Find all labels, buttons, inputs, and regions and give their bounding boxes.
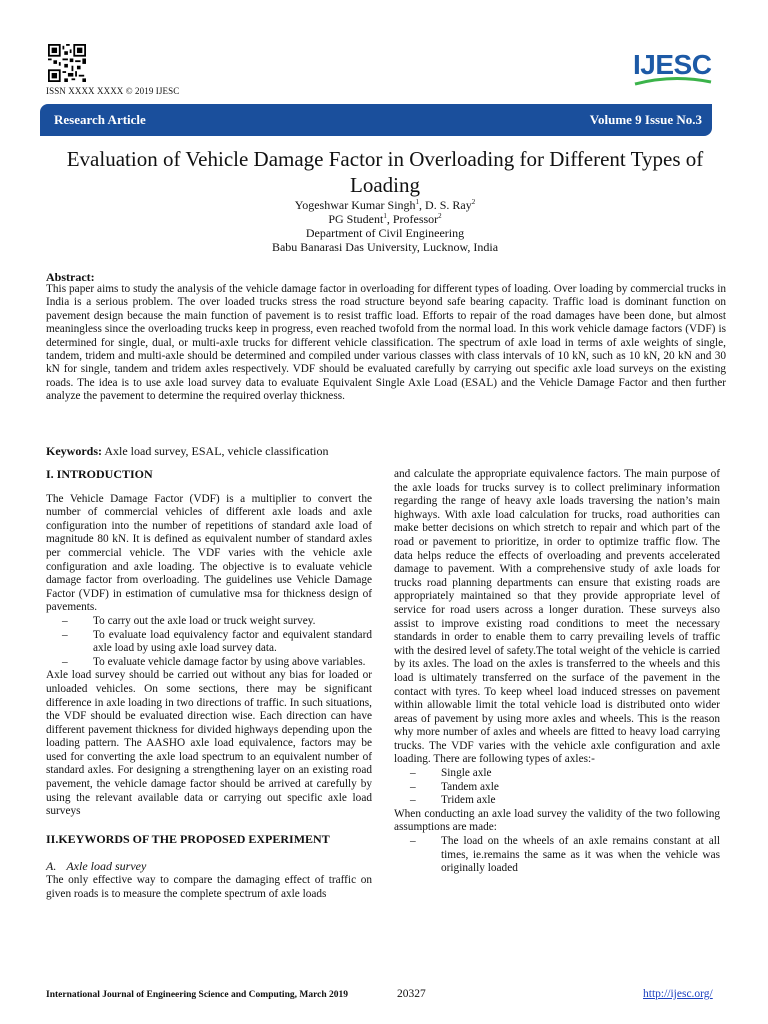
section-heading-introduction: I. INTRODUCTION	[46, 467, 153, 481]
list-item: – To evaluate load equivalency factor and equivalent standard axle load by using axle load survey data.	[46, 629, 372, 656]
list-item: – To evaluate vehicle damage factor by using above variables.	[46, 656, 372, 670]
list-item: – Tridem axle	[394, 794, 720, 808]
footer-journal: International Journal of Engineering Science and Computing, March 2019	[46, 990, 348, 1000]
page-number: 20327	[397, 988, 426, 1000]
intro-paragraph: The Vehicle Damage Factor (VDF) is a multiplier to convert the number of commercial vehicles of different axle loads and axle configuration into the number of repetitions of standard axle load of magnitude 80 kN. It is defined as equivalent number of standard axles per commercial vehicle. The VDF varies with the vehicle axle configuration and axle loading. The objective is to evaluate vehicle damage factor from overloading. The guidelines use Vehicle Damage Factor (VDF) in estimation of cumulative msa for thickness design of pavements.	[46, 492, 372, 614]
issn-line: ISSN XXXX XXXX © 2019 IJESC	[46, 86, 180, 96]
objectives-list	[46, 615, 372, 669]
journal-logo	[633, 50, 713, 90]
left-column	[46, 468, 372, 901]
list-item: – To carry out the axle load or truck weight survey.	[46, 615, 372, 629]
abstract-text: This paper aims to study the analysis of the vehicle damage factor in overloading for different types of loading. Over loading by commercial trucks in India is a serious problem. The over loaded trucks stress the road structure beyond safe bearing capacity. Traffic load is dominant function on pavement design because the main function of pavement is to resist traffic load. Efforts to repair of the road damages have been done, but almost meaningless since the overloading trucks keep in progress, even reached twofold from the normal load. In this work vehicle damage factors (VDF) is determined for single, dual, or multi-axle trucks for different vehicle classification. The spectrum of axle load in terms of axle weights of single, tandem, tridem and multi-axle should be determined and compiled under various classes with class intervals of 10 kN, such as 10 kN, 20 kN and 30 kN for single, tandem and tridem axles respectively. VDF should be evaluated carefully by carrying out specific axle load surveys on the existing roads. The idea is to use axle load survey data to evaluate Equivalent Single Axle Load (ESAL) and the Vehicle Damage Factor and then further analyze the pavement to determine the required overlay thickness.	[46, 283, 726, 403]
keywords-line	[46, 444, 329, 459]
paper-title: Evaluation of Vehicle Damage Factor in Overloading for Different Types of Loading	[66, 147, 704, 197]
list-item: – The load on the wheels of an axle remains constant at all times, ie.remains the same as it was when the vehicle was originally loaded	[394, 835, 720, 876]
article-type: Research Article	[54, 112, 146, 127]
right-column	[394, 468, 720, 876]
author-names: Yogeshwar Kumar Singh$^1$, D. S. Ray$^2$	[294, 198, 476, 212]
list-item: – Single axle	[394, 767, 720, 781]
journal-website-link[interactable]: http://ijesc.org/	[643, 988, 713, 1000]
list-item: – Tandem axle	[394, 781, 720, 795]
logo-swoosh-icon	[633, 76, 713, 88]
author-roles: PG Student$^1$, Professor$^2$	[328, 212, 442, 226]
author-block	[40, 198, 730, 254]
article-banner	[40, 104, 712, 136]
volume-issue: Volume 9 Issue No.3	[589, 112, 702, 127]
survey-paragraph: Axle load survey should be carried out without any bias for loaded or unloaded vehicles. On some sections, there may be significant difference in axle loading in two directions of traffic. In such situations, the VDF should be evaluated direction wise. Each direction can have different pavement thickness for divided highways depending upon the loading pattern. The AASHO axle load equivalence, factors may be used for converting the axle load spectrum to an equivalent number of standard axles. For designing a strengthening layer on an existing road pavement, the vehicle damage factor should be arrived at carefully by using the relevant available data or carrying out specific axle load surveys	[46, 669, 372, 818]
assumptions-paragraph: When conducting an axle load survey the validity of the two following assumptions are made:	[394, 807, 720, 834]
author-department: Department of Civil Engineering	[305, 226, 465, 240]
author-university: Babu Banarasi Das University, Lucknow, India	[271, 240, 499, 254]
keywords-label: Keywords:	[46, 444, 102, 458]
axle-survey-paragraph: The only effective way to compare the damaging effect of traffic on given roads is to measure the complete spectrum of axle loads	[46, 874, 372, 900]
logo-text: IJESC	[633, 49, 712, 80]
assumptions-list	[394, 835, 720, 876]
abstract-heading: Abstract:	[46, 270, 95, 284]
subsection-heading: A. Axle load survey	[46, 859, 147, 874]
section-heading-keywords: II.KEYWORDS OF THE PROPOSED EXPERIMENT	[46, 831, 330, 846]
keywords-text: Axle load survey, ESAL, vehicle classification	[102, 444, 329, 458]
continued-paragraph: and calculate the appropriate equivalence factors. The main purpose of the axle loads for trucks survey is to collect preliminary information regarding the range of heavy axle loads traversing the nation’s main highways. With axle load calculation for trucks, road authorities can make better decisions on which stretch to repair and which part of the road or pavement to prioritize, in order to optimize traffic flow. The data helps reduce the effects of overloading and prevents accelerated damage to pavement. With a comprehensive study of axle loads for trucks road planning departments can ensure that existing roads are appropriately maintained so that they provide appropriate level of service for road users across a longer duration. These surveys also assist to improve existing road conditions to meet the necessary standards in order to enable them to carry prevailing levels of traffic with the desired level of safety.The total weight of the vehicle is carried by its axles. The load on the axles is transferred to the wheels and this load is ultimately transferred on the surface of the pavement in the contact with tyres. To keep wheel load induced stresses on pavement within allowable limit the total vehicle load is distributed onto wider areas of pavement by using more axles and wheels. This is the reason why more number of axles and wheels are fitted to heavy load carrying trucks. The VDF varies with the vehicle axle configuration and axle loading. There are following types of axles:-	[394, 468, 720, 766]
axle-types-list	[394, 767, 720, 808]
qr-code-icon	[48, 44, 86, 82]
